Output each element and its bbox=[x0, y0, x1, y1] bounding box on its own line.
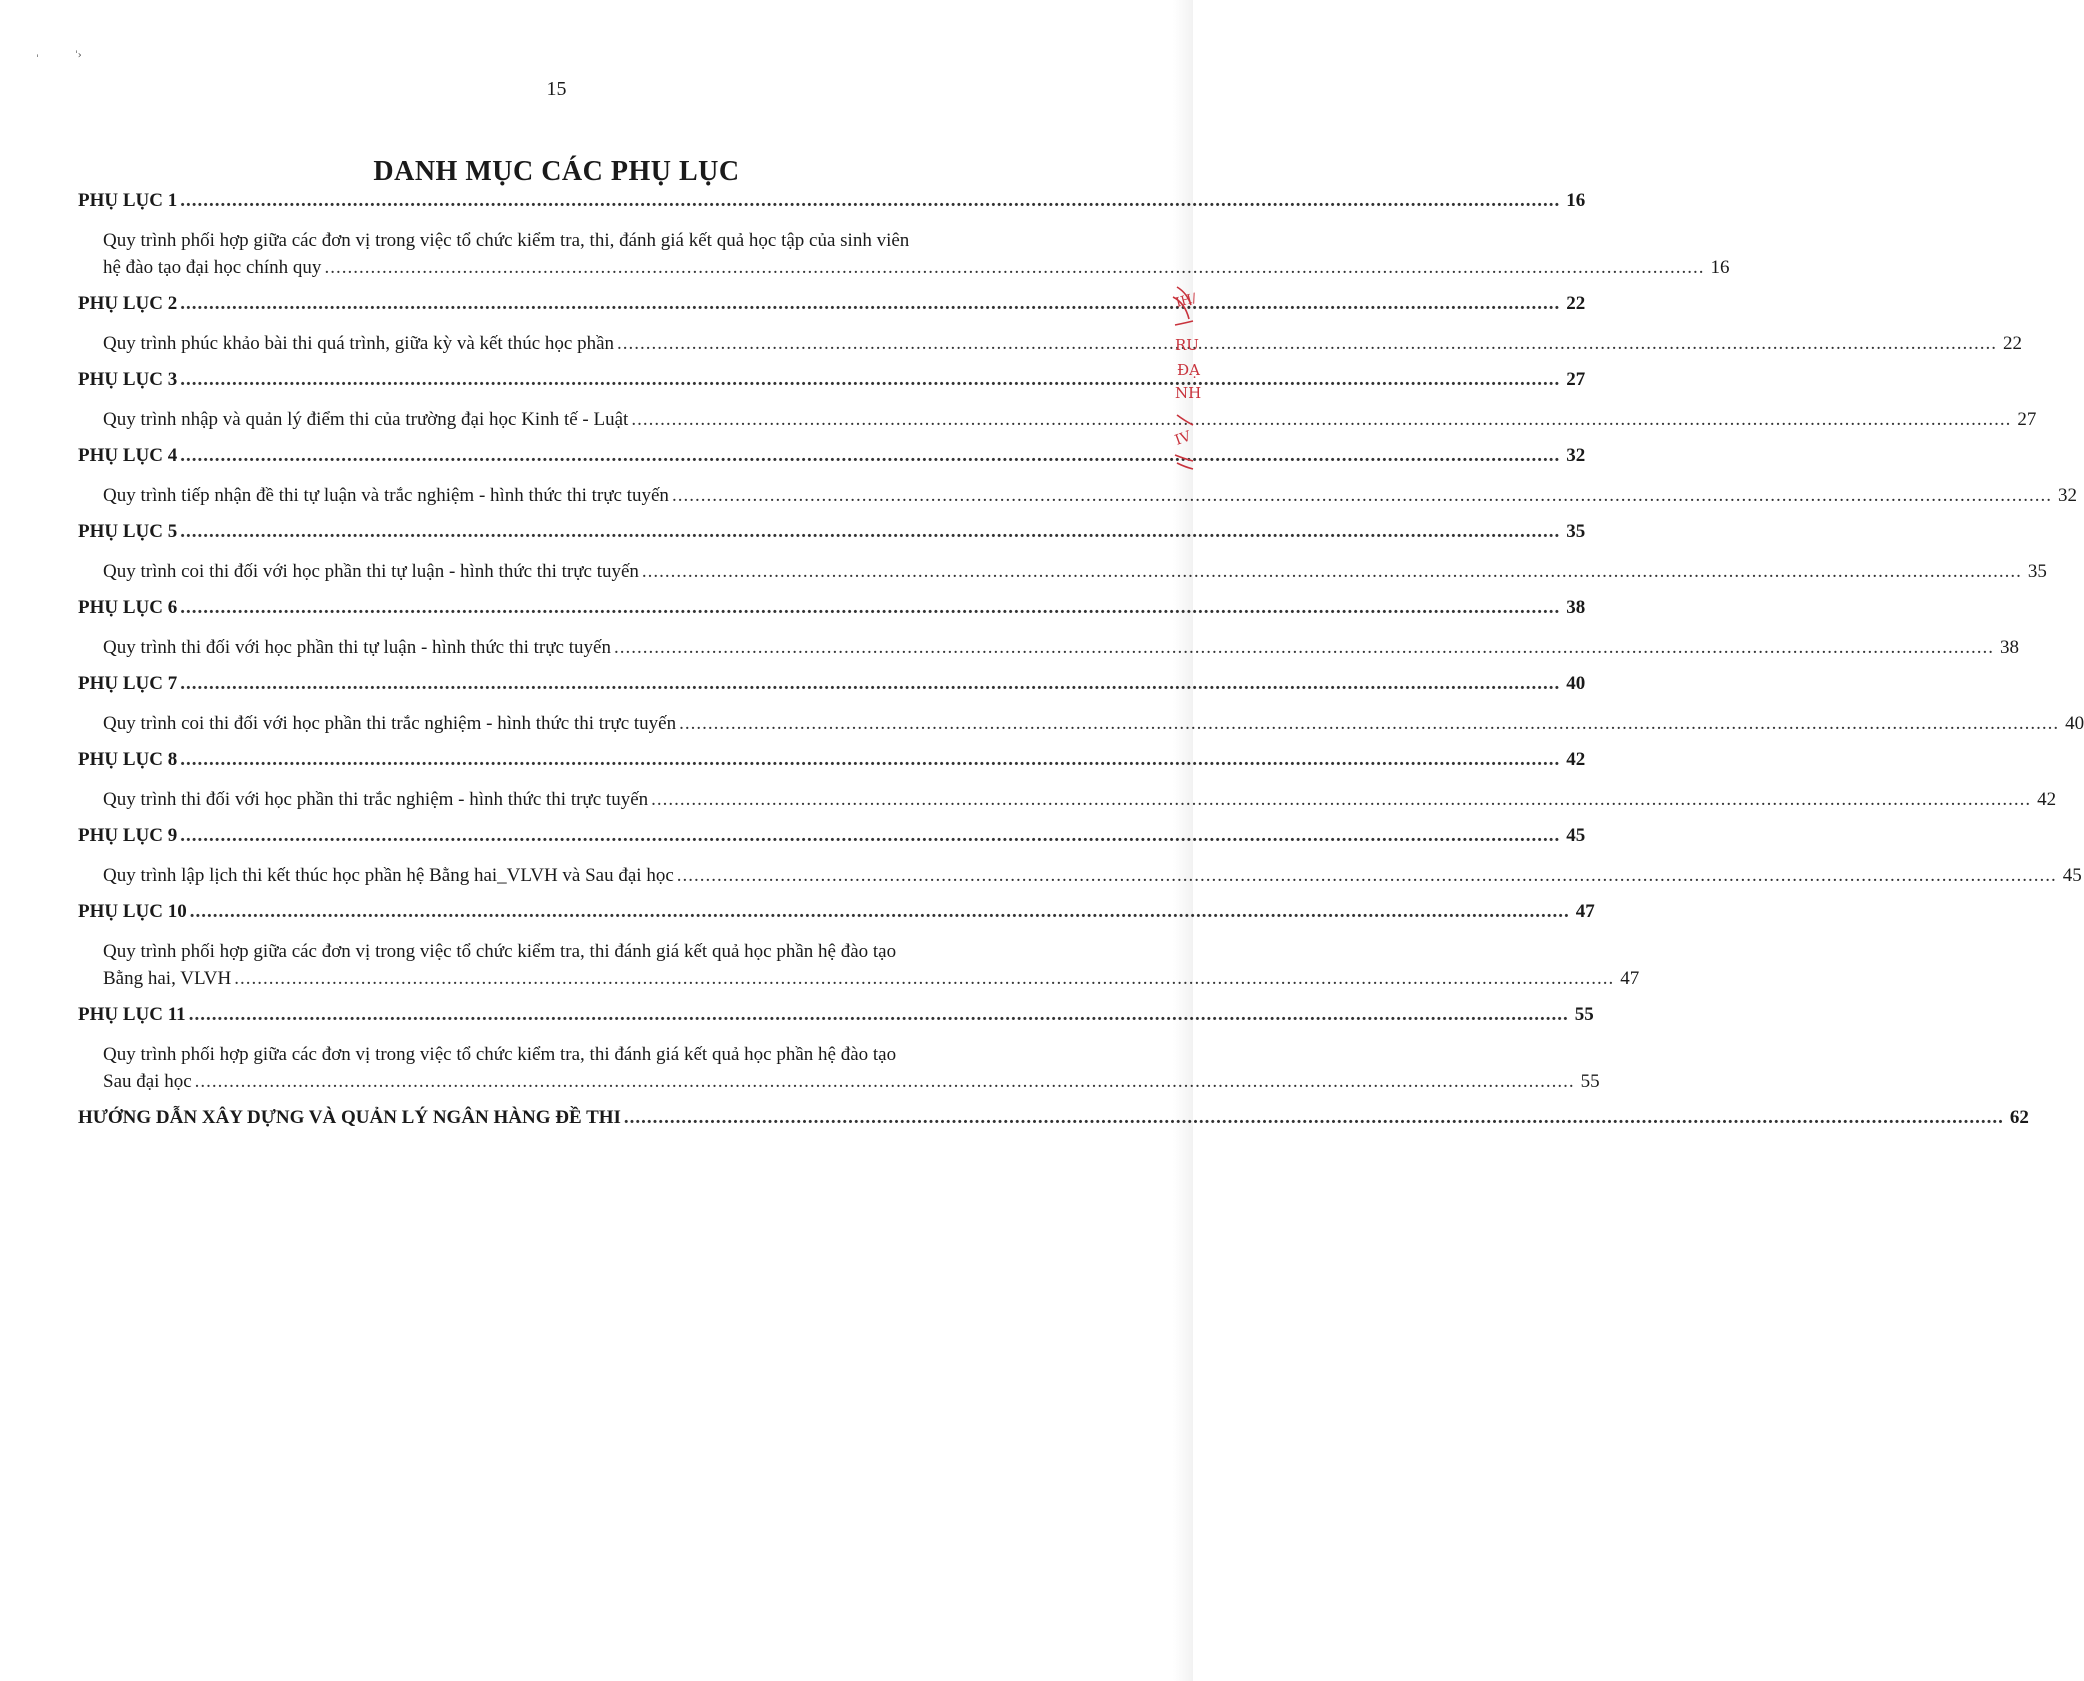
appendix-description bbox=[78, 634, 2019, 661]
dot-leader bbox=[180, 290, 1560, 315]
appendix-heading-page-number: 47 bbox=[1575, 901, 1595, 922]
description-entry[interactable] bbox=[103, 634, 2019, 661]
dot-leader bbox=[180, 673, 1560, 695]
description-entry-page-number: 47 bbox=[1620, 968, 1640, 989]
description-entry-page-number: 27 bbox=[2017, 409, 2037, 430]
description-entry-page-number: 32 bbox=[2057, 485, 2077, 506]
appendix-heading-text: PHỤ LỤC 1 bbox=[78, 190, 178, 211]
description-first-line: Quy trình phối hợp giữa các đơn vị trong việc tổ chức kiểm tra, thi đánh giá kết quả học phần hệ đào tạo bbox=[103, 941, 897, 962]
scan-speck: ˈ› bbox=[75, 50, 82, 61]
description-first-line: Quy trình phối hợp giữa các đơn vị trong việc tổ chức kiểm tra, thi, đánh giá kết quả học tập của sinh viên bbox=[103, 230, 910, 251]
appendix-heading-page-number: 32 bbox=[1566, 445, 1586, 466]
dot-leader bbox=[617, 330, 1997, 357]
dot-leader bbox=[624, 1107, 2004, 1129]
appendix-heading-page-number: 16 bbox=[1566, 190, 1586, 211]
appendix-heading-page-number: 35 bbox=[1566, 521, 1586, 542]
description-entry-text: Quy trình thi đối với học phần thi tự luận - hình thức thi trực tuyến bbox=[103, 637, 611, 658]
appendix-description bbox=[78, 786, 2057, 813]
description-entry[interactable] bbox=[103, 786, 2057, 813]
appendix-description bbox=[78, 710, 2084, 737]
description-entry-page-number: 16 bbox=[1710, 257, 1730, 278]
dot-leader bbox=[180, 825, 1560, 847]
dot-leader bbox=[324, 254, 1704, 281]
appendix-heading-page-number: 40 bbox=[1566, 673, 1586, 694]
description-entry-page-number: 42 bbox=[2037, 789, 2057, 810]
appendix-heading-text: PHỤ LỤC 3 bbox=[78, 369, 178, 390]
final-guide-entry[interactable] bbox=[78, 1107, 2029, 1129]
appendix-heading-page-number: 55 bbox=[1574, 1004, 1594, 1025]
dot-leader bbox=[677, 862, 2057, 889]
dot-leader bbox=[180, 749, 1560, 771]
description-entry-text: Quy trình coi thi đối với học phần thi trắc nghiệm - hình thức thi trực tuyến bbox=[103, 713, 677, 734]
appendix-heading-text: PHỤ LỤC 11 bbox=[78, 1004, 186, 1025]
appendix-heading[interactable] bbox=[78, 749, 1586, 774]
appendix-heading[interactable] bbox=[78, 901, 1595, 926]
dot-leader bbox=[631, 406, 2011, 433]
appendix-description bbox=[78, 227, 1730, 281]
description-entry-text: Quy trình thi đối với học phần thi trắc nghiệm - hình thức thi trực tuyến bbox=[103, 789, 649, 810]
appendix-heading-text: PHỤ LỤC 6 bbox=[78, 597, 178, 618]
appendix-heading[interactable] bbox=[78, 190, 1586, 215]
dot-leader bbox=[189, 1004, 1569, 1026]
svg-text:IV: IV bbox=[1172, 428, 1194, 449]
dot-leader bbox=[679, 710, 2059, 737]
appendix-heading[interactable] bbox=[78, 521, 1586, 546]
dot-leader bbox=[180, 445, 1560, 467]
dot-leader bbox=[180, 597, 1560, 619]
appendix-heading[interactable] bbox=[78, 1004, 1594, 1029]
description-entry-text: Quy trình coi thi đối với học phần thi tự luận - hình thức thi trực tuyến bbox=[103, 561, 639, 582]
description-entry[interactable] bbox=[103, 1068, 1600, 1095]
description-entry[interactable] bbox=[103, 558, 2047, 585]
description-first-line: Quy trình phối hợp giữa các đơn vị trong việc tổ chức kiểm tra, thi đánh giá kết quả học phần hệ đào tạo bbox=[103, 1044, 897, 1065]
dot-leader bbox=[672, 482, 2052, 509]
scan-speck: ˈ bbox=[36, 54, 39, 65]
stamp-icon bbox=[1147, 285, 1202, 495]
appendix-heading[interactable] bbox=[78, 445, 1586, 470]
description-entry-page-number: 55 bbox=[1580, 1071, 1600, 1092]
dot-leader bbox=[614, 634, 1994, 661]
appendix-heading[interactable] bbox=[78, 825, 1586, 850]
description-entry[interactable] bbox=[103, 482, 2077, 509]
description-entry-text: Quy trình lập lịch thi kết thúc học phần hệ Bằng hai_VLVH và Sau đại học bbox=[103, 865, 674, 886]
description-entry[interactable] bbox=[103, 406, 2037, 433]
appendix-heading[interactable] bbox=[78, 673, 1586, 698]
page-number: 15 bbox=[546, 78, 567, 100]
description-entry[interactable] bbox=[103, 254, 1730, 281]
appendix-description bbox=[78, 862, 2082, 889]
description-entry[interactable] bbox=[103, 710, 2084, 737]
description-entry-text: Quy trình nhập và quản lý điểm thi của trường đại học Kinh tế - Luật bbox=[103, 409, 629, 430]
final-guide-entry-page-number: 62 bbox=[2009, 1107, 2029, 1128]
appendix-heading-text: PHỤ LỤC 8 bbox=[78, 749, 178, 770]
dot-leader bbox=[234, 965, 1614, 992]
svg-text:ΙΗ/: ΙΗ/ bbox=[1174, 290, 1199, 311]
description-entry-page-number: 35 bbox=[2027, 561, 2047, 582]
page-title: DANH MỤC CÁC PHỤ LỤC bbox=[373, 156, 740, 187]
red-stamp-fragment bbox=[1147, 285, 1202, 495]
appendix-heading-text: PHỤ LỤC 10 bbox=[78, 901, 187, 922]
appendix-heading-page-number: 27 bbox=[1566, 369, 1586, 390]
appendix-heading-text: PHỤ LỤC 4 bbox=[78, 445, 178, 466]
dot-leader bbox=[180, 521, 1560, 543]
appendix-heading-page-number: 42 bbox=[1566, 749, 1586, 770]
appendix-description bbox=[78, 482, 2077, 509]
appendix-heading-page-number: 38 bbox=[1566, 597, 1586, 618]
appendix-heading[interactable] bbox=[78, 597, 1586, 622]
description-entry-text: Quy trình phúc khảo bài thi quá trình, giữa kỳ và kết thúc học phần bbox=[103, 333, 615, 354]
dot-leader bbox=[180, 369, 1560, 391]
svg-text:RU: RU bbox=[1175, 336, 1199, 354]
appendix-description bbox=[78, 1041, 1600, 1095]
svg-text:ĐẠ: ĐẠ bbox=[1177, 361, 1200, 379]
appendix-description bbox=[78, 938, 1640, 992]
svg-text:NH: NH bbox=[1175, 384, 1202, 402]
description-entry-text: Sau đại học bbox=[103, 1071, 192, 1092]
description-entry-text: Bằng hai, VLVH bbox=[103, 968, 232, 989]
appendix-heading-page-number: 22 bbox=[1566, 293, 1586, 314]
appendix-heading-text: PHỤ LỤC 9 bbox=[78, 825, 178, 846]
dot-leader bbox=[195, 1068, 1575, 1095]
appendix-description bbox=[78, 406, 2037, 433]
dot-leader bbox=[651, 786, 2031, 813]
description-entry-text: hệ đào tạo đại học chính quy bbox=[103, 257, 322, 278]
description-entry-page-number: 22 bbox=[2003, 333, 2023, 354]
description-entry[interactable] bbox=[103, 965, 1640, 992]
dot-leader bbox=[180, 190, 1560, 212]
description-entry-page-number: 40 bbox=[2065, 713, 2084, 734]
appendix-heading-text: PHỤ LỤC 7 bbox=[78, 673, 178, 694]
description-entry-text: Quy trình tiếp nhận đề thi tự luận và trắc nghiệm - hình thức thi trực tuyến bbox=[103, 485, 669, 506]
dot-leader bbox=[190, 901, 1570, 923]
description-entry-page-number: 38 bbox=[1999, 637, 2019, 658]
description-entry[interactable] bbox=[103, 862, 2082, 889]
appendix-heading-page-number: 45 bbox=[1566, 825, 1586, 846]
description-entry-page-number: 45 bbox=[2062, 865, 2082, 886]
appendix-heading-text: PHỤ LỤC 2 bbox=[78, 293, 178, 314]
dot-leader bbox=[642, 558, 2022, 585]
appendix-description bbox=[78, 558, 2047, 585]
appendix-heading-text: PHỤ LỤC 5 bbox=[78, 521, 178, 542]
final-guide-entry-text: HƯỚNG DẪN XÂY DỰNG VÀ QUẢN LÝ NGÂN HÀNG ĐỀ THI bbox=[78, 1107, 621, 1128]
